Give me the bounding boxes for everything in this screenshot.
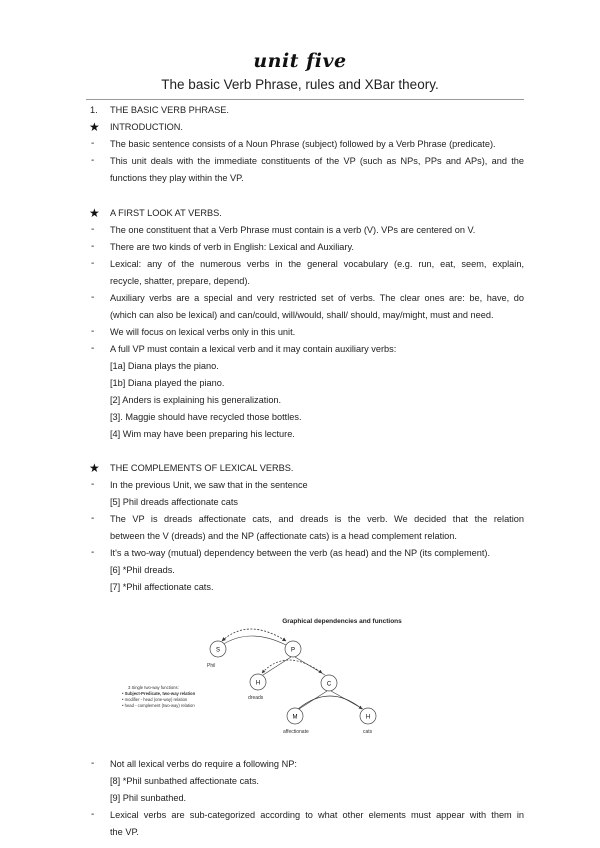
verbs-bullet-3-line-2: recycle, shatter, prepare, depend). <box>110 276 250 286</box>
tail-bullet-2-line-1: Lexical verbs are sub-categorized according to what other elements must appear with them in <box>110 810 524 820</box>
legend-line: • head - complement (two-way) relation <box>122 703 195 708</box>
example-8: [8] *Phil sunbathed affectionate cats. <box>110 776 259 786</box>
modifier-head-arc <box>298 696 362 709</box>
word-cats: cats <box>363 729 373 735</box>
example-7: [7] *Phil affectionate cats. <box>110 582 214 592</box>
complements-bullet-3: It's a two-way (mutual) dependency between the verb (as head) and the NP (its complement). <box>110 548 490 558</box>
dash-bullet: - <box>91 224 95 235</box>
tail-bullet-2-line-2: the VP. <box>110 827 139 837</box>
node-p-label: P <box>290 647 296 654</box>
verbs-bullet-5: We will focus on lexical verbs only in this unit. <box>110 327 296 337</box>
subheading-complements: THE COMPLEMENTS OF LEXICAL VERBS. <box>110 463 294 473</box>
example-6: [6] *Phil dreads. <box>110 565 175 575</box>
subject-predicate-arc-inner <box>222 636 286 645</box>
section-heading: THE BASIC VERB PHRASE. <box>110 105 229 115</box>
intro-bullet-2-line-2: functions they play within the VP. <box>110 173 244 183</box>
verbs-bullet-2: There are two kinds of verb in English: Lexical and Auxiliary. <box>110 242 354 252</box>
verbs-bullet-3-line-1: Lexical: any of the numerous verbs in the general vocabulary (e.g. run, eat, seem, explain, <box>110 259 524 269</box>
dash-bullet: - <box>91 138 95 149</box>
example-4: [4] Wim may have been preparing his lecture. <box>110 429 295 439</box>
subject-predicate-arc <box>222 629 286 641</box>
legend-line: 3 Single two-way functions: <box>128 685 179 690</box>
star-bullet-icon: ★ <box>89 461 100 475</box>
page-title: unit five <box>253 50 347 72</box>
example-3: [3]. Maggie should have recycled those bottles. <box>110 412 302 422</box>
verbs-bullet-6: A full VP must contain a lexical verb and it may contain auxiliary verbs: <box>110 344 397 354</box>
dash-bullet: - <box>91 241 95 252</box>
complements-bullet-2-line-1: The VP is dreads affectionate cats, and dreads is the verb. We decided that the relation <box>110 514 524 524</box>
dash-bullet: - <box>91 326 95 337</box>
node-m-label: M <box>292 714 298 721</box>
verbs-bullet-4-line-2: (which can also be lexical) and can/could, will/would, shall/ should, may/might, must and need. <box>110 310 494 320</box>
subheading-first-look: A FIRST LOOK AT VERBS. <box>110 208 222 218</box>
complements-bullet-2-line-2: between the V (dreads) and the NP (affectionate cats) is a head complement relation. <box>110 531 457 541</box>
example-9: [9] Phil sunbathed. <box>110 793 187 803</box>
node-s-label: S <box>215 647 221 654</box>
verbs-bullet-4-line-1: Auxiliary verbs are a special and very restricted set of verbs. The clear ones are: be, have, do <box>110 293 524 303</box>
dash-bullet: - <box>91 809 95 820</box>
subheading-introduction: INTRODUCTION. <box>110 122 183 132</box>
title-divider <box>86 99 524 100</box>
dash-bullet: - <box>91 292 95 303</box>
section-number: 1. <box>90 105 98 115</box>
dash-bullet: - <box>91 343 95 354</box>
tail-bullet-1: Not all lexical verbs do require a following NP: <box>110 759 297 769</box>
dash-bullet: - <box>91 547 95 558</box>
dash-bullet: - <box>91 513 95 524</box>
dash-bullet: - <box>91 479 95 490</box>
star-bullet-icon: ★ <box>89 120 100 134</box>
intro-bullet-1: The basic sentence consists of a Noun Phrase (subject) followed by a Verb Phrase (predicate). <box>110 139 496 149</box>
word-dreads: dreads <box>248 695 264 701</box>
dash-bullet: - <box>91 258 95 269</box>
legend-line: • modifier - head (one-way) relation <box>122 697 188 702</box>
star-bullet-icon: ★ <box>89 206 100 220</box>
node-h2-label: H <box>365 714 371 721</box>
intro-bullet-2-line-1: This unit deals with the immediate constituents of the VP (such as NPs, PPs and APs), and the <box>110 156 524 166</box>
diagram-title: Graphical dependencies and functions <box>282 618 402 625</box>
verbs-bullet-1: The one constituent that a Verb Phrase must contain is a verb (V). VPs are centered on V. <box>110 225 476 235</box>
example-2: [2] Anders is explaining his generalization. <box>110 395 282 405</box>
page-subtitle: The basic Verb Phrase, rules and XBar theory. <box>161 77 439 92</box>
node-h-label: H <box>255 680 261 687</box>
word-phil: Phil <box>207 663 216 669</box>
edge-p-h <box>263 657 291 675</box>
example-5: [5] Phil dreads affectionate cats <box>110 497 239 507</box>
example-1b: [1b] Diana played the piano. <box>110 378 225 388</box>
dependency-diagram <box>110 605 440 745</box>
node-c-label: C <box>326 681 332 688</box>
dash-bullet: - <box>91 155 95 166</box>
example-1a: [1a] Diana plays the piano. <box>110 361 219 371</box>
word-affectionate: affectionate <box>283 729 309 735</box>
legend-line: • Subject-Predicate, two-way relation <box>122 691 196 696</box>
complements-bullet-1: In the previous Unit, we saw that in the sentence <box>110 480 308 490</box>
dash-bullet: - <box>91 758 95 769</box>
head-complement-arc <box>262 660 322 673</box>
